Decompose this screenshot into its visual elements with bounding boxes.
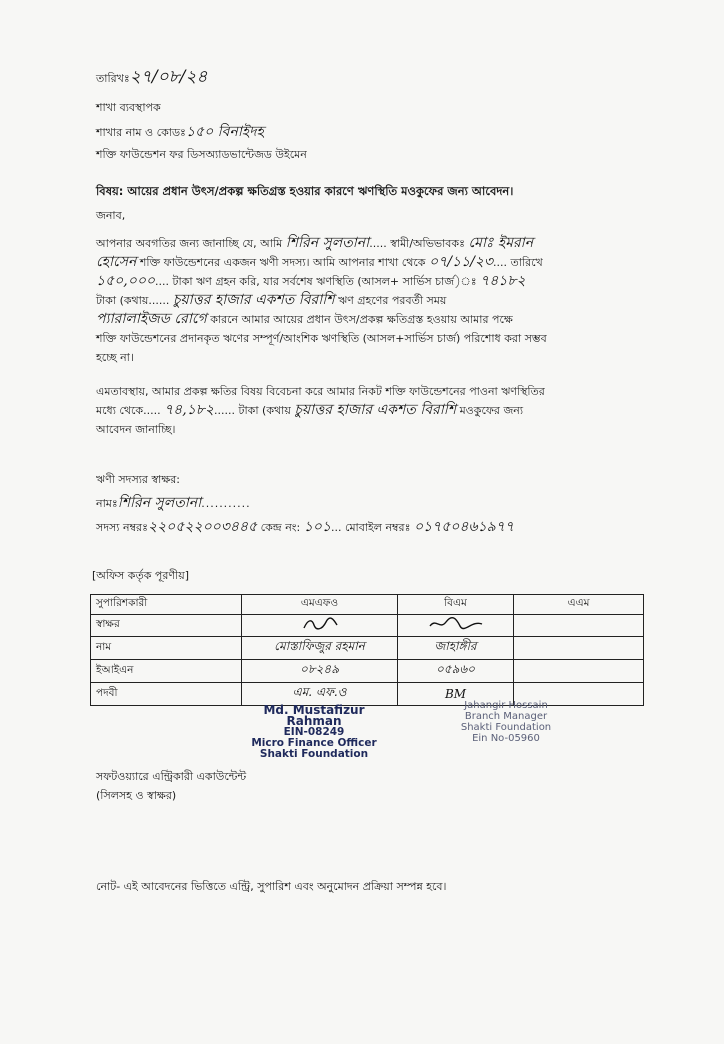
bm-signature <box>398 615 514 637</box>
stamp-line: Ein No-05960 <box>472 733 540 744</box>
bm-seal-stamp <box>440 700 572 744</box>
accountant-label: সফটওয়্যারে এন্ট্রিকারী একাউন্টেন্ট <box>96 770 247 783</box>
signature-mark <box>300 616 340 632</box>
header-bm: বিএম <box>398 595 514 615</box>
stamp-line: EIN-08249 <box>283 726 345 738</box>
bm-name: জাহাঙ্গীর <box>398 637 514 660</box>
bm-designation: BM <box>398 683 514 706</box>
branch-value: ১৫০ বিনাইদহ <box>185 124 264 140</box>
waiver-amount: ৭৪,১৮২ <box>164 402 214 418</box>
bm-ein: ০৫৯৬০ <box>398 660 514 683</box>
member-number-line: সদস্য নম্বরঃ২২০৫২২০০৩৪৪৫ কেন্দ্র নং: ১০১... মোবাইল নম্বরঃ ০১৭৫০৪৬১৯৭৭ <box>96 519 514 535</box>
branch-line <box>96 125 264 140</box>
table-row <box>91 660 644 683</box>
member-name-value: শিরিন সুলতানা <box>117 495 202 511</box>
guardian-name-a: মোঃ ইমরান <box>468 235 534 251</box>
row-label: ইআইএন <box>91 660 242 683</box>
office-table-header <box>91 595 644 615</box>
mfo-seal-stamp <box>236 705 392 760</box>
member-number-value: ২২০৫২২০০৩৪৪৫ <box>147 519 258 535</box>
table-row <box>91 637 644 660</box>
center-value: ১০১ <box>303 519 331 535</box>
row-label: পদবী <box>91 683 242 706</box>
date-label: তারিখঃ <box>96 72 130 85</box>
body2-text: আবেদন জানাচ্ছি। <box>96 423 176 436</box>
body1-text: ঋণ গ্রহণের পরবর্তী সময় <box>338 294 447 307</box>
table-row <box>91 615 644 637</box>
body1-text: টাকা (কথায় <box>96 294 149 307</box>
body1-text: শক্তি ফাউন্ডেশনের প্রদানকৃত ঋণের সম্পূর্ণ/আংশিক ঋণস্থিতি (আসল+সার্ভিস চার্জ) পরিশোধ করা সম্ভব <box>96 332 547 345</box>
signature-mark <box>426 616 486 632</box>
member-name-label: নামঃ <box>96 497 118 510</box>
body1-text: কারনে আমার আয়ের প্রধান উৎস/প্রকল্প ক্ষতিগ্রস্ত হওয়ায় আমার পক্ষে <box>210 313 513 326</box>
row-label: স্বাক্ষর <box>91 615 242 637</box>
member-signature-heading: ঋণী সদস্যর স্বাক্ষর: <box>96 473 180 486</box>
mfo-name: মোস্তাফিজুর রহমান <box>242 637 398 660</box>
guardian-name-b: হোসেন <box>96 254 137 270</box>
body2-text: মধ্যে থেকে <box>96 404 144 417</box>
body1-text: টাকা ঋণ গ্রহন করি, যার সর্বশেষ ঋণস্থিতি (আসল+ সার্ভিস চার্জ)ঃ <box>172 275 477 288</box>
header-mfo: এমএফও <box>242 595 398 615</box>
am-cell <box>514 615 644 637</box>
body1-text: আপনার অবগতির জন্য জানাচ্ছি যে, আমি <box>96 237 283 250</box>
office-table <box>90 594 644 706</box>
stamp-line: Branch Manager <box>464 711 548 722</box>
damage-cause: প্যারালাইজড রোগে <box>96 311 207 327</box>
mobile-label: মোবাইল নম্বরঃ <box>344 521 411 534</box>
recipient: শাখা ব্যবস্থাপক <box>96 101 161 114</box>
waiver-amount-words: চুয়াত্তর হাজার একশত বিরাশি <box>294 402 457 418</box>
mfo-ein: ০৮২৪৯ <box>242 660 398 683</box>
stamp-line: Jahangir Hossain <box>464 700 548 711</box>
body-paragraph-2: এমতাবস্থায়, আমার প্রকল্প ক্ষতির বিষয় বিবেচনা করে আমার নিকট শক্তি ফাউন্ডেশনের পাওনা ঋণস্থিতির মধ্যে থেকে..... ৭৪,১৮২...... টাকা (কথায় চুয়াত্তর হাজার একশত বিরাশি মওকুফের জন্য আবেদন জানাচ্ছি। <box>96 385 545 436</box>
loan-balance: ৭৪১৮২ <box>480 273 526 289</box>
date-value: ২৭/০৮/২৪ <box>129 67 208 87</box>
subject-line: বিষয়: আয়ের প্রধান উৎস/প্রকল্প ক্ষতিগ্রস্ত হওয়ার কারণে ঋণস্থিতি মওকুফের জন্য আবেদন। <box>96 184 514 198</box>
body2-text: এমতাবস্থায়, আমার প্রকল্প ক্ষতির বিষয় বিবেচনা করে আমার নিকট শক্তি ফাউন্ডেশনের পাওনা ঋণস্থিতির <box>96 385 545 398</box>
body2-text: টাকা (কথায় <box>238 404 291 417</box>
am-cell <box>514 660 644 683</box>
center-label: কেন্দ্র নং: <box>260 521 301 534</box>
stamp-line: Shakti Foundation <box>460 722 552 733</box>
header-am: এএম <box>514 595 644 615</box>
mobile-value: ০১৭৫০৪৬১৯৭৭ <box>413 519 514 535</box>
stamp-line: Shakti Foundation <box>259 748 369 760</box>
balance-in-words: চুয়াত্তর হাজার একশত বিরাশি <box>172 292 335 308</box>
body2-text: মওকুফের জন্য <box>459 404 524 417</box>
mfo-designation: এম. এফ.ও <box>242 683 398 706</box>
mfo-signature <box>242 615 398 637</box>
body1-text: শক্তি ফাউন্ডেশনের একজন ঋণী সদস্য। আমি আপনার শাখা থেকে <box>139 256 426 269</box>
body-paragraph-1: আপনার অবগতির জন্য জানাচ্ছি যে, আমি শিরিন সুলতানা..... স্বামী/অভিভাবকঃ মোঃ ইমরান হোসেন শক্তি ফাউন্ডেশনের একজন ঋণী সদস্য। আমি আপনার শাখা থেকে ০৭/১১/২৩.... তারিখে ১৫০,০০০.... টাকা ঋণ গ্রহন করি, যার সর্বশেষ ঋণস্থিতি (আসল+ সার্ভিস চার্জ)ঃ ৭৪১৮২ টাকা (কথায়...... চুয়াত্তর হাজার একশত বিরাশি ঋণ গ্রহণের পরবর্তী সময় প্যারালাইজড রোগে কারনে আমার আয়ের প্রধান উৎস/প্রকল্প ক্ষতিগ্রস্ত হওয়ায় আমার পক্ষে শক্তি ফাউন্ডেশনের প্রদানকৃত ঋণের সম্পূর্ণ/আংশিক ঋণস্থিতি (আসল+সার্ভিস চার্জ) পরিশোধ করা সম্ভব হচ্ছে না। <box>96 235 547 364</box>
stamp-line: Md. Mustafizur Rahman <box>263 703 365 728</box>
salutation: জনাব, <box>96 209 126 222</box>
organization-name: শক্তি ফাউন্ডেশন ফর ডিসঅ্যাডভান্টেজড উইমেন <box>96 148 307 161</box>
applicant-name: শিরিন সুলতানা <box>285 235 370 251</box>
body1-text: তারিখে <box>510 256 543 269</box>
loan-date: ০৭/১১/২৩ <box>429 254 494 270</box>
footer-note: নোট- এই আবেদনের ভিত্তিতে এন্ট্রি, সুপারিশ এবং অনুমোদন প্রক্রিয়া সম্পন্ন হবে। <box>96 880 447 893</box>
header-recommender: সুপারিশকারী <box>91 595 242 615</box>
accountant-note: (সিলসহ ও স্বাক্ষর) <box>96 789 177 802</box>
body1-text: হচ্ছে না। <box>96 351 134 364</box>
member-name-line: নামঃশিরিন সুলতানা........... <box>96 495 251 511</box>
row-label: নাম <box>91 637 242 660</box>
body1-text: স্বামী/অভিভাবকঃ <box>390 237 465 250</box>
loan-amount: ১৫০,০০০ <box>96 273 156 289</box>
office-caption: [অফিস কর্তৃক পূরণীয়] <box>92 569 189 582</box>
am-cell <box>514 637 644 660</box>
member-number-label: সদস্য নম্বরঃ <box>96 521 148 534</box>
stamp-line: Micro Finance Officer <box>251 737 377 749</box>
branch-label: শাখার নাম ও কোডঃ <box>96 126 186 139</box>
date-line <box>96 67 208 87</box>
